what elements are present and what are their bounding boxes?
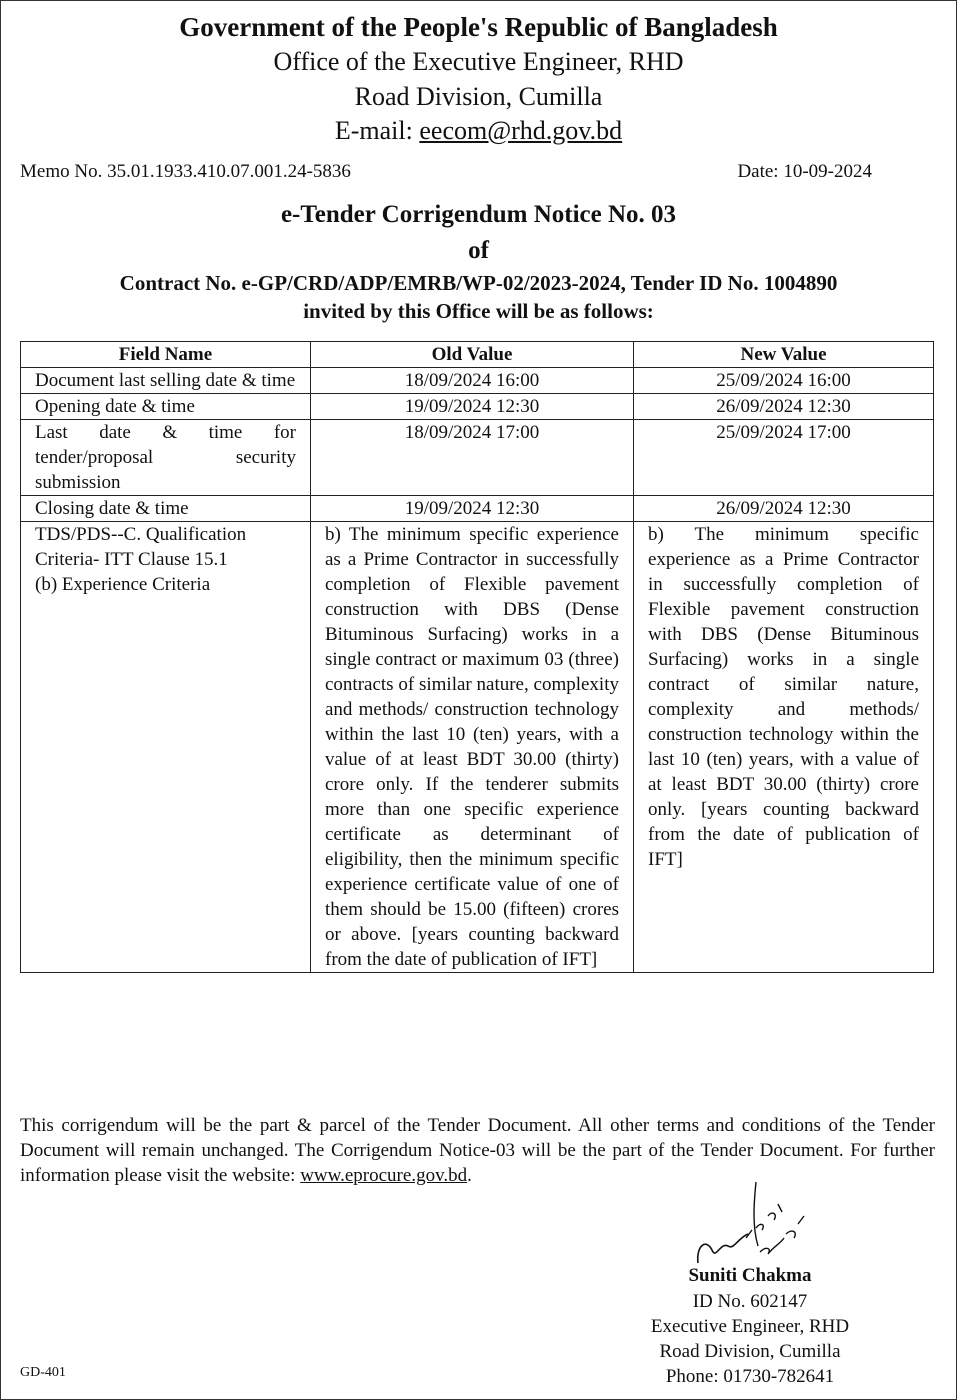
- signatory-division: Road Division, Cumilla: [659, 1341, 841, 1362]
- field-cell: Document last selling date & time: [21, 368, 311, 394]
- table-row: [21, 496, 934, 522]
- form-code: GD-401: [20, 1365, 66, 1380]
- field-line: (b) Experience Criteria: [35, 574, 211, 595]
- memo-date: Date: 10-09-2024: [737, 161, 872, 182]
- new-value-cell: 26/09/2024 12:30: [634, 496, 934, 522]
- field-cell: Opening date & time: [21, 394, 311, 420]
- email-line: [0, 116, 957, 146]
- notice-title-of: of: [468, 237, 489, 264]
- old-value-cell: 19/09/2024 12:30: [311, 496, 634, 522]
- notice-title: e-Tender Corrigendum Notice No. 03: [280, 201, 677, 228]
- email-label: E-mail:: [334, 116, 420, 145]
- header-field-name: Field Name: [21, 342, 311, 368]
- field-cell: Closing date & time: [21, 496, 311, 522]
- table-row: [21, 420, 934, 496]
- handwritten-signature: [668, 1168, 818, 1278]
- table-row: [21, 394, 934, 420]
- new-value-cell: 25/09/2024 16:00: [634, 368, 934, 394]
- field-cell: [21, 522, 311, 973]
- signatory-phone: Phone: 01730-782641: [665, 1366, 835, 1387]
- field-cell: Last date & time for tender/proposal security submission: [21, 420, 311, 496]
- signatory-title: Executive Engineer, RHD: [650, 1316, 850, 1337]
- new-value-cell: 26/09/2024 12:30: [634, 394, 934, 420]
- government-title: Government of the People's Republic of Bangladesh: [179, 12, 778, 42]
- new-value-cell: b) The minimum specific experience as a Prime Contractor in successfully completion of Flexible pavement construction with DBS (Dense Bituminous Surfacing) works in a single contract of similar nature, complexity and methods/ construction technology within the last 10 (ten) years, with a value of at least BDT 30.00 (thirty) crore only. [years counting backward from the date of publication of IFT]: [634, 522, 934, 973]
- footer-text: This corrigendum will be the part & parcel of the Tender Document. All other terms and conditions of the Tender Document will remain unchanged. The Corrigendum Notice-03 will be the part of the Tender Document. For further information please visit the website:: [20, 1115, 935, 1186]
- footer-end: .: [467, 1165, 472, 1186]
- contract-line: Contract No. e-GP/CRD/ADP/EMRB/WP-02/2023-2024, Tender ID No. 1004890: [119, 271, 838, 295]
- new-value-cell: 25/09/2024 17:00: [634, 420, 934, 496]
- old-value-cell: 18/09/2024 17:00: [311, 420, 634, 496]
- memo-number: Memo No. 35.01.1933.410.07.001.24-5836: [20, 161, 351, 182]
- header-old-value: Old Value: [311, 342, 634, 368]
- table-row: [21, 368, 934, 394]
- header-new-value: New Value: [634, 342, 934, 368]
- email-link[interactable]: eecom@rhd.gov.bd: [419, 116, 623, 145]
- table-row: [21, 522, 934, 973]
- signatory-id: ID No. 602147: [692, 1291, 808, 1312]
- table-header-row: [21, 342, 934, 368]
- field-line: Criteria- ITT Clause 15.1: [35, 549, 228, 570]
- signatory-name: Suniti Chakma: [688, 1265, 812, 1286]
- division-name: Road Division, Cumilla: [354, 82, 603, 111]
- old-value-cell: b) The minimum specific experience as a Prime Contractor in successfully completion of Flexible pavement construction with DBS (Dense Bituminous Surfacing) works in a single contract or maximum 03 (three) contracts of similar nature, complexity and methods/ construction technology within the last 10 (ten) years, with a value of at least BDT 30.00 (thirty) crore only. If the tenderer submits more than one specific experience certificate as determinant of eligibility, then the minimum specific experience certificate value of one of them should be 15.00 (fifteen) crores or above. [years counting backward from the date of publication of IFT]: [311, 522, 634, 973]
- invited-line: invited by this Office will be as follows:: [303, 299, 654, 323]
- old-value-cell: 18/09/2024 16:00: [311, 368, 634, 394]
- website-link[interactable]: www.eprocure.gov.bd: [300, 1165, 468, 1186]
- corrigendum-table: [20, 341, 934, 973]
- office-name: Office of the Executive Engineer, RHD: [273, 47, 684, 76]
- field-line: TDS/PDS--C. Qualification: [35, 524, 247, 545]
- old-value-cell: 19/09/2024 12:30: [311, 394, 634, 420]
